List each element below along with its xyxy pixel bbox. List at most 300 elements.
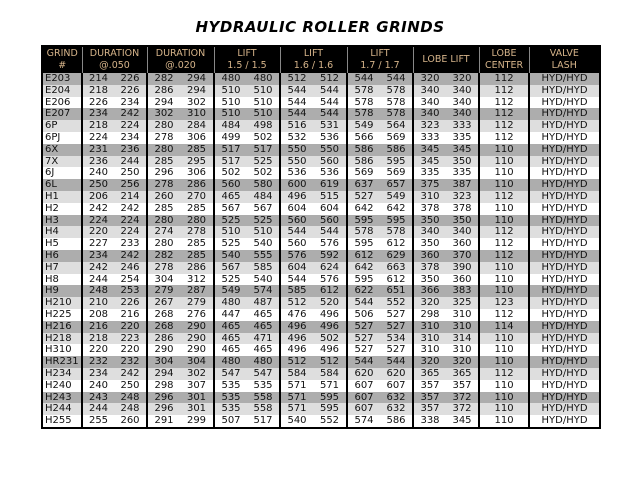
- value-cell: 340: [413, 226, 446, 238]
- value-cell: 465: [247, 344, 280, 356]
- value-cell: 535: [247, 380, 280, 392]
- value-cell: 345: [413, 144, 446, 156]
- value-cell: 350: [446, 215, 479, 227]
- value-cell: 110: [479, 262, 529, 274]
- value-cell: 383: [446, 285, 479, 297]
- value-cell: 301: [180, 403, 214, 415]
- value-cell: HYD/HYD: [529, 203, 600, 215]
- value-cell: 333: [413, 132, 446, 144]
- value-cell: 465: [214, 321, 247, 333]
- value-cell: 607: [380, 380, 413, 392]
- value-cell: 510: [214, 226, 247, 238]
- value-cell: 535: [214, 380, 247, 392]
- grind-cell: H310: [42, 344, 82, 356]
- value-cell: 560: [313, 156, 347, 168]
- value-cell: 250: [114, 380, 147, 392]
- value-cell: 298: [413, 309, 446, 321]
- value-cell: 498: [247, 120, 280, 132]
- column-header: [413, 46, 479, 73]
- value-cell: 246: [114, 262, 147, 274]
- grind-cell: HR231: [42, 356, 82, 368]
- value-cell: 335: [446, 167, 479, 179]
- value-cell: 390: [446, 262, 479, 274]
- value-cell: 279: [147, 285, 180, 297]
- value-cell: 510: [214, 85, 247, 97]
- value-cell: 549: [347, 120, 380, 132]
- value-cell: 527: [347, 321, 380, 333]
- value-cell: 242: [114, 108, 147, 120]
- value-cell: 284: [180, 120, 214, 132]
- grind-cell: 6J: [42, 167, 82, 179]
- value-cell: 584: [280, 368, 313, 380]
- value-cell: 365: [446, 368, 479, 380]
- value-cell: 306: [180, 132, 214, 144]
- value-cell: 295: [180, 156, 214, 168]
- value-cell: 285: [180, 238, 214, 250]
- value-cell: 112: [479, 85, 529, 97]
- table-row: [42, 132, 600, 144]
- value-cell: HYD/HYD: [529, 309, 600, 321]
- value-cell: HYD/HYD: [529, 132, 600, 144]
- value-cell: 604: [313, 203, 347, 215]
- value-cell: 210: [82, 297, 114, 309]
- value-cell: 544: [347, 297, 380, 309]
- value-cell: 527: [347, 344, 380, 356]
- value-cell: HYD/HYD: [529, 120, 600, 132]
- value-cell: 268: [147, 321, 180, 333]
- value-cell: 595: [347, 215, 380, 227]
- grind-cell: H225: [42, 309, 82, 321]
- grind-cell: E206: [42, 97, 82, 109]
- value-cell: 502: [247, 167, 280, 179]
- value-cell: 534: [380, 333, 413, 345]
- table-row: [42, 179, 600, 191]
- value-cell: 512: [313, 73, 347, 85]
- value-cell: 372: [446, 403, 479, 415]
- value-cell: 110: [479, 274, 529, 286]
- grind-cell: H7: [42, 262, 82, 274]
- value-cell: 540: [247, 238, 280, 250]
- value-cell: 576: [313, 274, 347, 286]
- value-cell: 571: [280, 392, 313, 404]
- value-cell: 378: [413, 203, 446, 215]
- value-cell: 560: [214, 179, 247, 191]
- value-cell: HYD/HYD: [529, 73, 600, 85]
- value-cell: 484: [247, 191, 280, 203]
- value-cell: 510: [247, 108, 280, 120]
- value-cell: 220: [114, 344, 147, 356]
- value-cell: 585: [247, 262, 280, 274]
- value-cell: 578: [380, 97, 413, 109]
- table-row: [42, 144, 600, 156]
- value-cell: 592: [313, 250, 347, 262]
- value-cell: 560: [280, 238, 313, 250]
- value-cell: 285: [147, 203, 180, 215]
- value-cell: 310: [446, 321, 479, 333]
- value-cell: 595: [347, 238, 380, 250]
- value-cell: 267: [147, 297, 180, 309]
- value-cell: 112: [479, 120, 529, 132]
- value-cell: 302: [180, 368, 214, 380]
- value-cell: 278: [147, 132, 180, 144]
- value-cell: 223: [114, 333, 147, 345]
- value-cell: 535: [214, 392, 247, 404]
- grind-cell: 6L: [42, 179, 82, 191]
- value-cell: 248: [114, 403, 147, 415]
- value-cell: 465: [214, 191, 247, 203]
- value-cell: 576: [313, 238, 347, 250]
- value-cell: 320: [446, 73, 479, 85]
- value-cell: 224: [82, 215, 114, 227]
- table-row: [42, 333, 600, 345]
- value-cell: 496: [280, 191, 313, 203]
- value-cell: 123: [479, 297, 529, 309]
- value-cell: 620: [347, 368, 380, 380]
- value-cell: 607: [347, 380, 380, 392]
- grind-cell: H244: [42, 403, 82, 415]
- value-cell: 296: [147, 403, 180, 415]
- table-row: [42, 368, 600, 380]
- value-cell: 242: [82, 203, 114, 215]
- value-cell: 340: [413, 108, 446, 120]
- value-cell: 567: [214, 203, 247, 215]
- value-cell: 571: [280, 403, 313, 415]
- value-cell: 357: [413, 403, 446, 415]
- value-cell: 110: [479, 344, 529, 356]
- table-row: [42, 380, 600, 392]
- value-cell: HYD/HYD: [529, 344, 600, 356]
- value-cell: 243: [82, 392, 114, 404]
- value-cell: 340: [446, 226, 479, 238]
- value-cell: 282: [147, 250, 180, 262]
- value-cell: 569: [380, 132, 413, 144]
- grind-cell: E204: [42, 85, 82, 97]
- value-cell: HYD/HYD: [529, 321, 600, 333]
- value-cell: 234: [114, 132, 147, 144]
- value-cell: 370: [446, 250, 479, 262]
- value-cell: 323: [446, 191, 479, 203]
- value-cell: 234: [82, 250, 114, 262]
- value-cell: HYD/HYD: [529, 297, 600, 309]
- value-cell: 242: [82, 262, 114, 274]
- value-cell: 487: [247, 297, 280, 309]
- value-cell: 544: [313, 226, 347, 238]
- table-row: [42, 403, 600, 415]
- value-cell: 250: [82, 179, 114, 191]
- value-cell: 214: [82, 73, 114, 85]
- value-cell: 287: [180, 285, 214, 297]
- value-cell: 286: [180, 179, 214, 191]
- table-row: [42, 156, 600, 168]
- grind-cell: H5: [42, 238, 82, 250]
- value-cell: 544: [280, 108, 313, 120]
- value-cell: 612: [380, 238, 413, 250]
- value-cell: 335: [446, 132, 479, 144]
- value-cell: 540: [247, 274, 280, 286]
- table-row: [42, 73, 600, 85]
- value-cell: 280: [147, 120, 180, 132]
- value-cell: 304: [147, 356, 180, 368]
- table-row: [42, 415, 600, 428]
- value-cell: 502: [247, 132, 280, 144]
- value-cell: 112: [479, 108, 529, 120]
- value-cell: 517: [247, 144, 280, 156]
- table-row: [42, 250, 600, 262]
- value-cell: 584: [313, 368, 347, 380]
- column-header-line: LIFT: [370, 48, 390, 59]
- value-cell: 510: [247, 226, 280, 238]
- value-cell: 350: [413, 274, 446, 286]
- grind-cell: 6P: [42, 120, 82, 132]
- value-cell: 227: [82, 238, 114, 250]
- grind-cell: H240: [42, 380, 82, 392]
- table-row: [42, 297, 600, 309]
- value-cell: HYD/HYD: [529, 274, 600, 286]
- value-cell: HYD/HYD: [529, 97, 600, 109]
- value-cell: 294: [180, 73, 214, 85]
- value-cell: 496: [280, 344, 313, 356]
- value-cell: 325: [446, 297, 479, 309]
- value-cell: 578: [347, 226, 380, 238]
- grind-cell: H234: [42, 368, 82, 380]
- value-cell: 447: [214, 309, 247, 321]
- value-cell: 112: [479, 132, 529, 144]
- value-cell: 586: [347, 156, 380, 168]
- value-cell: 110: [479, 356, 529, 368]
- value-cell: 290: [180, 344, 214, 356]
- value-cell: HYD/HYD: [529, 191, 600, 203]
- value-cell: 340: [413, 97, 446, 109]
- table-row: [42, 120, 600, 132]
- value-cell: 527: [347, 191, 380, 203]
- value-cell: 278: [147, 262, 180, 274]
- value-cell: 547: [214, 368, 247, 380]
- value-cell: 507: [214, 415, 247, 428]
- grind-cell: E207: [42, 108, 82, 120]
- value-cell: 527: [347, 333, 380, 345]
- value-cell: 552: [380, 297, 413, 309]
- value-cell: 604: [280, 203, 313, 215]
- value-cell: 525: [247, 156, 280, 168]
- value-cell: 520: [313, 297, 347, 309]
- value-cell: 112: [479, 73, 529, 85]
- value-cell: 206: [82, 191, 114, 203]
- column-header-line: 1.6 / 1.6: [293, 60, 334, 71]
- value-cell: 465: [247, 321, 280, 333]
- value-cell: 282: [147, 73, 180, 85]
- value-cell: 260: [114, 415, 147, 428]
- value-cell: 360: [413, 250, 446, 262]
- value-cell: 632: [380, 403, 413, 415]
- value-cell: HYD/HYD: [529, 156, 600, 168]
- value-cell: 612: [380, 274, 413, 286]
- value-cell: 234: [82, 368, 114, 380]
- value-cell: 310: [413, 344, 446, 356]
- value-cell: 290: [180, 321, 214, 333]
- value-cell: 285: [180, 203, 214, 215]
- value-cell: 595: [380, 156, 413, 168]
- grind-cell: 6X: [42, 144, 82, 156]
- value-cell: 208: [82, 309, 114, 321]
- value-cell: 510: [214, 97, 247, 109]
- value-cell: 320: [413, 73, 446, 85]
- column-header-line: VALVE: [549, 48, 579, 59]
- value-cell: 312: [180, 274, 214, 286]
- value-cell: 278: [180, 226, 214, 238]
- value-cell: 310: [413, 191, 446, 203]
- value-cell: 350: [446, 156, 479, 168]
- value-cell: 574: [247, 285, 280, 297]
- value-cell: 294: [147, 97, 180, 109]
- value-cell: 550: [313, 144, 347, 156]
- value-cell: 296: [147, 392, 180, 404]
- value-cell: 544: [380, 73, 413, 85]
- page-title: HYDRAULIC ROLLER GRINDS: [195, 18, 445, 36]
- table-row: [42, 108, 600, 120]
- value-cell: 320: [446, 356, 479, 368]
- value-cell: 244: [82, 403, 114, 415]
- value-cell: 578: [347, 97, 380, 109]
- value-cell: 253: [114, 285, 147, 297]
- table-row: [42, 392, 600, 404]
- value-cell: 516: [280, 120, 313, 132]
- value-cell: 310: [180, 108, 214, 120]
- value-cell: 560: [280, 215, 313, 227]
- value-cell: 471: [247, 333, 280, 345]
- value-cell: 110: [479, 285, 529, 297]
- value-cell: 586: [380, 144, 413, 156]
- value-cell: 242: [114, 250, 147, 262]
- grind-cell: H243: [42, 392, 82, 404]
- value-cell: 480: [247, 356, 280, 368]
- value-cell: 280: [147, 215, 180, 227]
- table-row: [42, 274, 600, 286]
- value-cell: 234: [114, 97, 147, 109]
- column-header-line: DURATION: [89, 48, 140, 59]
- value-cell: 320: [413, 297, 446, 309]
- column-header: [280, 46, 347, 73]
- value-cell: HYD/HYD: [529, 144, 600, 156]
- value-cell: 555: [247, 250, 280, 262]
- value-cell: 465: [214, 333, 247, 345]
- value-cell: 310: [446, 309, 479, 321]
- value-cell: 663: [380, 262, 413, 274]
- value-cell: 642: [347, 203, 380, 215]
- value-cell: 286: [180, 262, 214, 274]
- value-cell: 216: [114, 309, 147, 321]
- value-cell: 544: [280, 226, 313, 238]
- value-cell: 517: [214, 156, 247, 168]
- value-cell: 286: [147, 333, 180, 345]
- value-cell: 510: [247, 97, 280, 109]
- grind-cell: H8: [42, 274, 82, 286]
- value-cell: 607: [347, 392, 380, 404]
- value-cell: 544: [280, 85, 313, 97]
- value-cell: 345: [446, 144, 479, 156]
- table-row: [42, 203, 600, 215]
- value-cell: 278: [147, 179, 180, 191]
- value-cell: 624: [313, 262, 347, 274]
- value-cell: 622: [347, 285, 380, 297]
- value-cell: 496: [280, 321, 313, 333]
- column-header: [147, 46, 214, 73]
- value-cell: 285: [180, 250, 214, 262]
- value-cell: 544: [313, 97, 347, 109]
- value-cell: 535: [214, 403, 247, 415]
- value-cell: HYD/HYD: [529, 250, 600, 262]
- value-cell: 580: [247, 179, 280, 191]
- value-cell: 496: [313, 321, 347, 333]
- value-cell: 110: [479, 333, 529, 345]
- table-row: [42, 226, 600, 238]
- value-cell: 244: [82, 274, 114, 286]
- column-header-line: LASH: [551, 60, 577, 71]
- value-cell: 657: [380, 179, 413, 191]
- value-cell: 220: [114, 321, 147, 333]
- hydraulic-roller-grinds-table: [41, 45, 601, 429]
- column-header: [479, 46, 529, 73]
- value-cell: 595: [347, 274, 380, 286]
- value-cell: 544: [347, 73, 380, 85]
- grind-cell: H210: [42, 297, 82, 309]
- value-cell: 240: [82, 167, 114, 179]
- value-cell: 549: [380, 191, 413, 203]
- value-cell: 254: [114, 274, 147, 286]
- value-cell: 496: [313, 344, 347, 356]
- value-cell: 290: [147, 344, 180, 356]
- value-cell: HYD/HYD: [529, 179, 600, 191]
- value-cell: 335: [413, 167, 446, 179]
- value-cell: 527: [380, 321, 413, 333]
- value-cell: 240: [82, 380, 114, 392]
- value-cell: 323: [413, 120, 446, 132]
- value-cell: HYD/HYD: [529, 368, 600, 380]
- value-cell: 357: [413, 380, 446, 392]
- value-cell: 512: [280, 297, 313, 309]
- value-cell: 506: [347, 309, 380, 321]
- value-cell: HYD/HYD: [529, 333, 600, 345]
- value-cell: 629: [380, 250, 413, 262]
- column-header-line: @.020: [165, 60, 196, 71]
- value-cell: HYD/HYD: [529, 238, 600, 250]
- table-row: [42, 167, 600, 179]
- value-cell: 540: [214, 250, 247, 262]
- column-header-line: #: [58, 60, 67, 71]
- value-cell: 571: [313, 380, 347, 392]
- grind-cell: H255: [42, 415, 82, 428]
- value-cell: 531: [313, 120, 347, 132]
- value-cell: 607: [347, 403, 380, 415]
- value-cell: 224: [114, 226, 147, 238]
- value-cell: 642: [380, 203, 413, 215]
- value-cell: 112: [479, 238, 529, 250]
- value-cell: 110: [479, 392, 529, 404]
- value-cell: 595: [380, 215, 413, 227]
- table-row: [42, 356, 600, 368]
- table-row: [42, 97, 600, 109]
- value-cell: 586: [347, 144, 380, 156]
- value-cell: 357: [413, 392, 446, 404]
- column-header-line: GRIND: [46, 48, 78, 59]
- value-cell: 536: [313, 132, 347, 144]
- value-cell: HYD/HYD: [529, 403, 600, 415]
- value-cell: 314: [446, 333, 479, 345]
- value-cell: 578: [347, 85, 380, 97]
- value-cell: 279: [180, 297, 214, 309]
- value-cell: 360: [446, 274, 479, 286]
- value-cell: 296: [147, 167, 180, 179]
- value-cell: 564: [380, 120, 413, 132]
